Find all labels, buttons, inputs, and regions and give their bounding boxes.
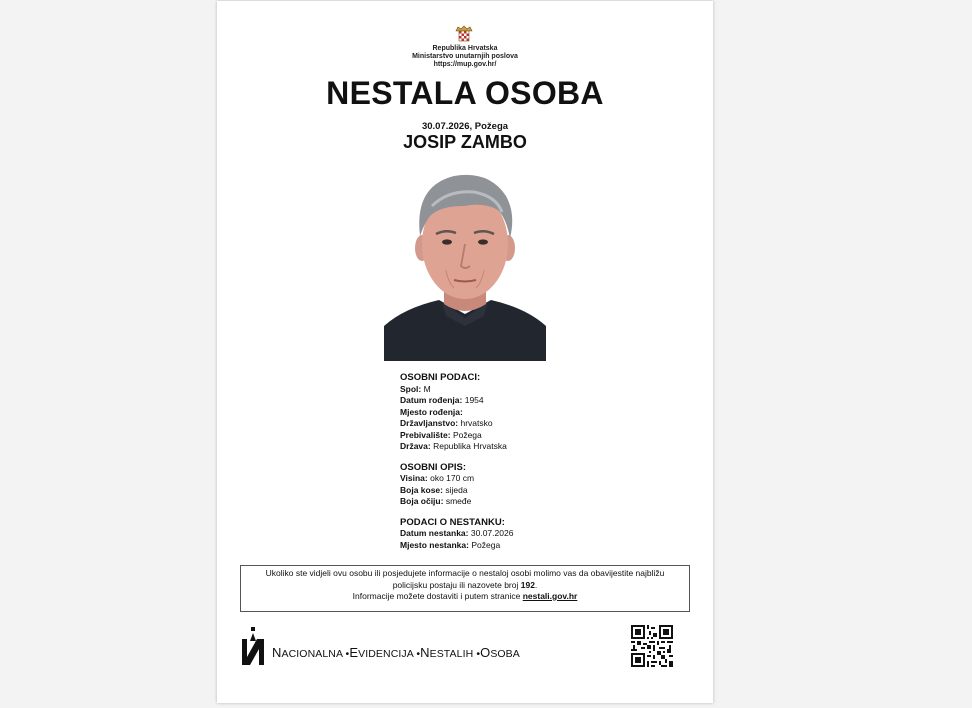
info-row: Boja očiju: smeđe xyxy=(400,496,472,506)
poster-title: NESTALA OSOBA xyxy=(326,75,604,111)
contact-notice xyxy=(240,565,690,612)
neno-wordmark: NACIONALNA •EVIDENCIJA •NESTALIH •OSOBA xyxy=(272,645,520,660)
info-block xyxy=(400,372,660,551)
disappearance-heading: PODACI O NESTANKU: xyxy=(400,516,505,528)
country-name: Republika Hrvatska xyxy=(432,45,498,52)
notice-line-3: Informacije možete dostaviti i putem stranice nestali.gov.hr xyxy=(352,591,578,601)
ministry-name: Ministarstvo unutarnjih poslova xyxy=(412,53,518,60)
person-name: JOSIP ZAMBO xyxy=(403,132,527,152)
missing-person-poster xyxy=(217,1,713,703)
info-row: Spol: M xyxy=(400,383,431,394)
date-place: 30.07.2026, Požega xyxy=(421,121,509,132)
info-row: Mjesto rođenja: xyxy=(400,406,463,417)
qr-code-icon[interactable] xyxy=(631,625,673,667)
nestali-link[interactable]: nestali.gov.hr xyxy=(522,591,578,601)
description-heading: OSOBNI OPIS: xyxy=(400,461,466,473)
coat-of-arms-icon xyxy=(454,25,474,43)
person-photo xyxy=(384,166,546,361)
neno-logo-icon xyxy=(241,627,265,665)
info-row: Datum rođenja: 1954 xyxy=(400,395,484,405)
police-phone: 192 xyxy=(520,579,535,590)
info-row: Datum nestanka: 30.07.2026 xyxy=(400,528,514,538)
notice-line-1: Ukoliko ste vidjeli ovu osobu ili posjedujete informacije o nestaloj osobi molimo vas da obavijestite najbližu xyxy=(265,568,665,578)
info-row: Država: Republika Hrvatska xyxy=(400,441,507,451)
ministry-url[interactable]: https://mup.gov.hr/ xyxy=(433,61,497,68)
info-row: Boja kose: sijeda xyxy=(400,484,468,495)
info-row: Prebivalište: Požega xyxy=(400,429,482,440)
info-row: Državljanstvo: hrvatsko xyxy=(400,418,493,428)
personal-heading: OSOBNI PODACI: xyxy=(400,372,481,383)
info-row: Visina: oko 170 cm xyxy=(400,473,475,483)
notice-line-2: policijsku postaju ili nazovete broj 192. xyxy=(392,579,538,590)
info-row: Mjesto nestanka: Požega xyxy=(400,539,501,550)
